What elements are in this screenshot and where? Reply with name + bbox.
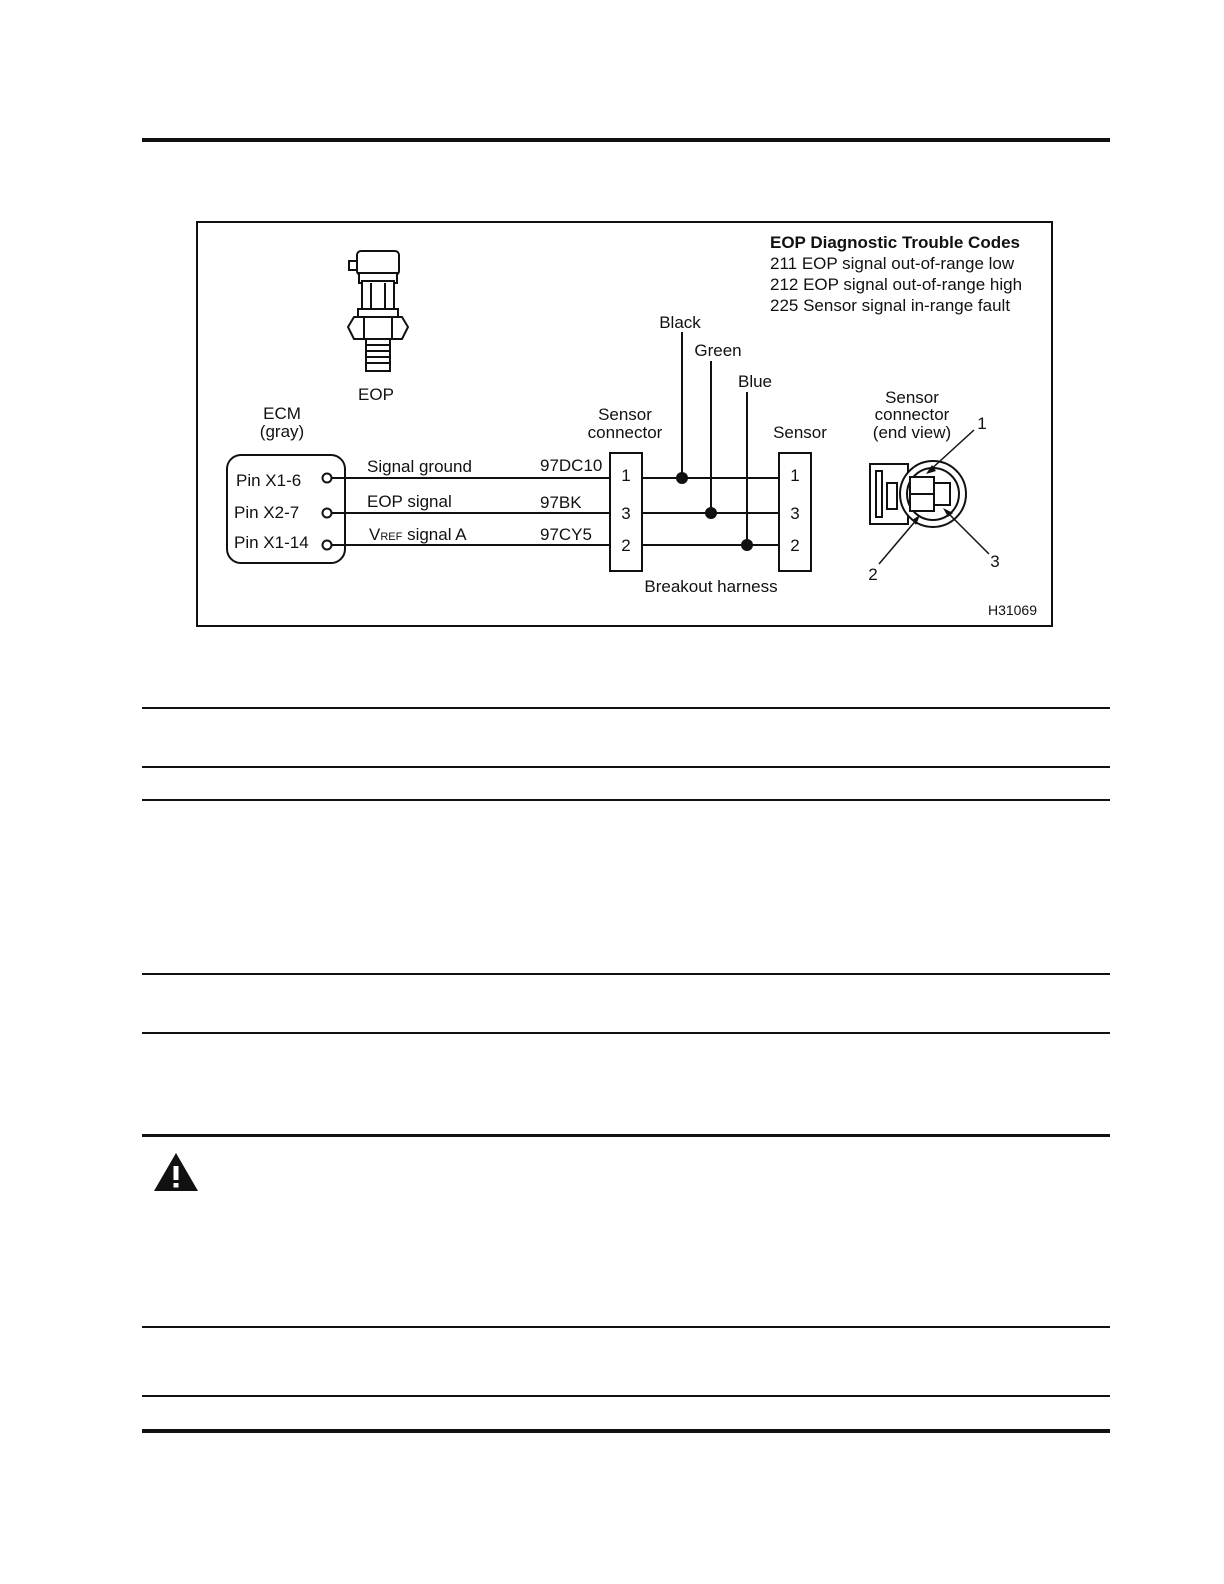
end-view-label-3: (end view) (872, 423, 952, 442)
ecm-label: ECM (263, 404, 301, 423)
ecm-pin-x1-14: Pin X1-14 (234, 533, 309, 552)
breakout-harness-label: Breakout harness (644, 577, 778, 596)
green-label: Green (694, 341, 742, 360)
vref-subscript: REF (380, 531, 403, 543)
eop-label: EOP (358, 385, 394, 404)
ecm-terminal-1 (323, 474, 332, 483)
table-rule-1 (142, 707, 1110, 709)
table-rule-7 (142, 1395, 1110, 1397)
right-pin-1: 1 (790, 466, 800, 485)
warning-triangle-icon (152, 1151, 200, 1193)
end-view-pin-3: 3 (990, 552, 1000, 571)
top-rule (142, 138, 1110, 142)
ecm-pin-x1-6: Pin X1-6 (236, 471, 302, 490)
ecm-terminal-3 (323, 541, 332, 550)
table-rule-6 (142, 1326, 1110, 1328)
circuit-97dc10: 97DC10 (540, 456, 603, 475)
left-pin-1: 1 (621, 466, 631, 485)
black-label: Black (659, 313, 701, 332)
end-view-pin-2: 2 (868, 565, 878, 584)
green-junction (705, 507, 717, 519)
sensor-connector-label: Sensor (598, 405, 652, 424)
left-pin-3: 3 (621, 504, 631, 523)
dtc-line-225: 225 Sensor signal in-range fault (770, 296, 1011, 315)
table-rule-4 (142, 973, 1110, 975)
ecm-pin-x2-7: Pin X2-7 (234, 503, 300, 522)
sensor-connector-sublabel: connector (587, 423, 663, 442)
table-rule-2 (142, 766, 1110, 768)
right-pin-2: 2 (790, 536, 800, 555)
eop-circuit-diagram (196, 221, 1054, 628)
ecm-terminal-2 (323, 509, 332, 518)
left-pin-2: 2 (621, 536, 631, 555)
end-view-pin-1: 1 (977, 414, 987, 433)
circuit-97cy5: 97CY5 (540, 525, 592, 544)
black-junction (676, 472, 688, 484)
vref-main: V (369, 525, 381, 544)
sensor-label: Sensor (773, 423, 827, 442)
signal-ground-label: Signal ground (367, 457, 472, 476)
figure-id: H31069 (987, 602, 1037, 618)
dtc-line-211: 211 EOP signal out-of-range low (770, 254, 1015, 273)
dtc-line-212: 212 EOP signal out-of-range high (770, 275, 1023, 294)
blue-junction (741, 539, 753, 551)
eop-signal-label: EOP signal (367, 492, 452, 511)
right-pin-3: 3 (790, 504, 800, 523)
dtc-title: EOP Diagnostic Trouble Codes (770, 233, 1021, 252)
ecm-sublabel: (gray) (259, 422, 305, 441)
end-view-label-2: connector (874, 405, 950, 424)
bottom-rule (142, 1429, 1110, 1433)
vref-rest: signal A (402, 525, 467, 544)
table-rule-5 (142, 1032, 1110, 1034)
table-rule-3 (142, 799, 1110, 801)
circuit-97bk: 97BK (540, 493, 582, 512)
end-view-label-1: Sensor (885, 388, 939, 407)
warning-rule-top (142, 1134, 1110, 1137)
blue-label: Blue (737, 372, 773, 391)
